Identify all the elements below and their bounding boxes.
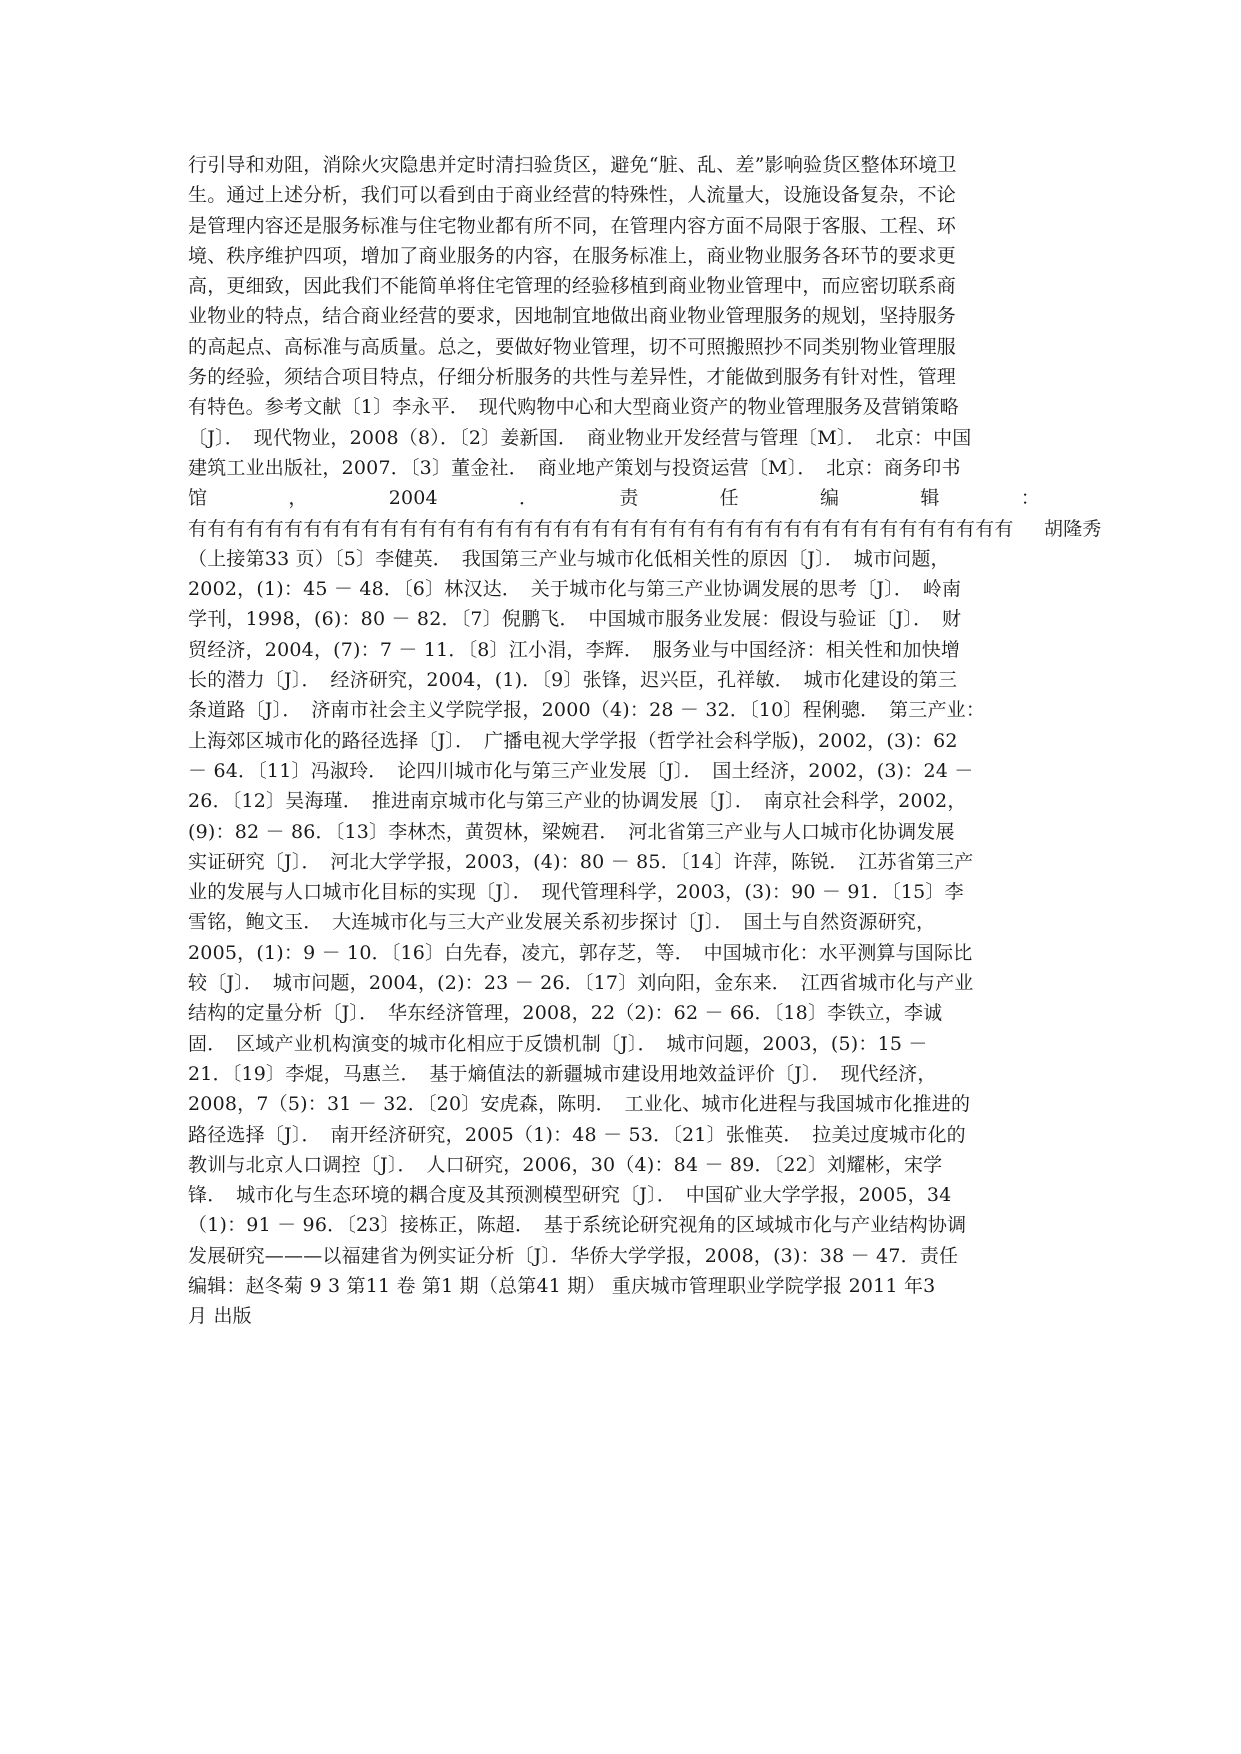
text-line: 长的潜力〔J〕． 经济研究，2004，(1)．〔9〕张锋，迟兴臣，孔祥敏． 城市化建设的第三: [188, 669, 958, 692]
text-line: (9)：82 － 86．〔13〕李林杰，黄贺林，梁婉君． 河北省第三产业与人口城市化协调发展: [188, 820, 955, 843]
body-text: [188, 150, 1102, 1332]
justified-token: 责: [619, 487, 639, 510]
text-line: 条道路〔J〕． 济南市社会主义学院学报，2000（4)：28 － 32．〔10〕程俐骢． 第三产业：: [188, 699, 986, 722]
text-line: 生。通过上述分析，我们可以看到由于商业经营的特殊性，人流量大，设施设备复杂，不论: [188, 184, 957, 207]
text-line: 有特色。参考文献〔1〕李永平． 现代购物中心和大型商业资产的物业管理服务及营销策略: [188, 396, 959, 419]
text-line: 的高起点、高标准与高质量。总之，要做好物业管理，切不可照搬照抄不同类别物业管理服: [188, 335, 957, 358]
justified-token: ．: [518, 487, 539, 510]
text-line: 务的经验，须结合项目特点，仔细分析服务的共性与差异性，才能做到服务有针对性，管理: [188, 366, 957, 389]
justified-token: ：: [1020, 487, 1040, 510]
text-line: 高，更细致，因此我们不能简单将住宅管理的经验移植到商业物业管理中，而应密切联系商: [188, 275, 957, 298]
editor-name: 胡隆秀: [1044, 517, 1102, 540]
text-line: 建筑工业出版社，2007．〔3〕董金社． 商业地产策划与投资运营〔M〕． 北京：商务印书: [188, 456, 961, 479]
text-line: 固． 区域产业机构演变的城市化相应于反馈机制〔J〕． 城市问题，2003，(5)：15 －: [188, 1032, 928, 1055]
text-line: 发展研究———以福建省为例实证分析〔J〕．华侨大学学报，2008，(3)：38 － 47．责任: [188, 1244, 959, 1267]
text-line: － 64．〔11〕冯淑玲． 论四川城市化与第三产业发展〔J〕． 国土经济，2002，(3)：24 －: [188, 759, 974, 782]
justified-token: ，: [288, 487, 308, 510]
text-line: 业物业的特点，结合商业经营的要求，因地制宜地做出商业物业管理服务的规划，坚持服务: [188, 305, 957, 328]
text-line: 较〔J〕． 城市问题，2004，(2)：23 － 26．〔17〕刘向阳，金东来． 江西省城市化与产业: [188, 972, 974, 995]
editor-line: [188, 483, 1040, 513]
text-line: 月 出版: [188, 1305, 252, 1328]
text-line: 锋． 城市化与生态环境的耦合度及其预测模型研究〔J〕． 中国矿业大学学报，2005，34: [188, 1184, 952, 1207]
text-line: 26．〔12〕吴海瑾． 推进南京城市化与第三产业的协调发展〔J〕． 南京社会科学，2002，: [188, 790, 967, 813]
text-line: 贸经济，2004，(7)：7 － 11．〔8〕江小涓，李辉． 服务业与中国经济：相关性和加快增: [188, 638, 961, 661]
text-line: 境、秩序维护四项，增加了商业服务的内容，在服务标准上，商业物业服务各环节的要求更: [188, 244, 957, 267]
text-line: 实证研究〔J〕． 河北大学学报，2003，(4)：80 － 85．〔14〕许萍，陈锐． 江苏省第三产: [188, 850, 974, 873]
text-line: 〔J〕． 现代物业，2008（8）．〔2〕姜新国． 商业物业开发经营与管理〔M〕． 北京：中国: [188, 426, 972, 449]
justified-token: 任: [719, 487, 739, 510]
text-line: （上接第33 页）〔5〕李健英． 我国第三产业与城市化低相关性的原因〔J〕． 城市问题，: [188, 547, 950, 570]
text-line: 业的发展与人口城市化目标的实现〔J〕． 现代管理科学，2003，(3)：90 － 91．〔15〕李: [188, 881, 964, 904]
overflow-text: 有有有有有有有有有有有有有有有有有有有有有有有有有有有有有有有有有有有有有有有有有有有: [188, 517, 1014, 540]
text-line: 21．〔19〕李焜，马惠兰． 基于熵值法的新疆城市建设用地效益评价〔J〕． 现代经济，: [188, 1062, 937, 1085]
text-line: 路径选择〔J〕． 南开经济研究，2005（1)：48 － 53．〔21〕张惟英． 拉美过度城市化的: [188, 1123, 966, 1146]
overflow-line: [188, 514, 1228, 544]
text-line: 教训与北京人口调控〔J〕． 人口研究，2006，30（4)：84 － 89．〔22〕刘耀彬，宋学: [188, 1153, 943, 1176]
text-line: 上海郊区城市化的路径选择〔J〕． 广播电视大学学报（哲学社会科学版)，2002，(3)：62: [188, 729, 958, 752]
text-line: 行引导和劝阻，消除火灾隐患并定时清扫验货区，避免“脏、乱、差”影响验货区整体环境卫: [188, 154, 957, 176]
justified-token: 辑: [920, 487, 940, 510]
justified-token: 馆: [188, 487, 208, 510]
justified-token: 2004: [388, 487, 438, 510]
text-line: 雪铭，鲍文玉． 大连城市化与三大产业发展关系初步探讨〔J〕． 国土与自然资源研究，: [188, 911, 936, 934]
text-line: 2008，7（5)：31 － 32．〔20〕安虎森，陈明． 工业化、城市化进程与我国城市化推进的: [188, 1093, 971, 1116]
text-line: 2005，(1)：9 － 10．〔16〕白先春，凌亢，郭存芝，等． 中国城市化：水平测算与国际比: [188, 941, 973, 964]
text-line: 结构的定量分析〔J〕． 华东经济管理，2008，22（2)：62 － 66．〔18〕李铁立，李诚: [188, 1002, 943, 1025]
text-line: （1)：91 － 96．〔23〕接栋正，陈超． 基于系统论研究视角的区域城市化与产业结构协调: [188, 1214, 967, 1237]
text-line: 学刊，1998，(6)：80 － 82．〔7〕倪鹏飞． 中国城市服务业发展：假设与验证〔J〕． 财: [188, 608, 962, 631]
text-line: 编辑：赵冬菊 9 3 第11 卷 第1 期（总第41 期） 重庆城市管理职业学院学报 2011 年3: [188, 1274, 936, 1297]
text-line: 2002，(1)：45 － 48．〔6〕林汉达． 关于城市化与第三产业协调发展的思考〔J〕． 岭南: [188, 578, 962, 601]
text-line: 是管理内容还是服务标准与住宅物业都有所不同，在管理内容方面不局限于客服、工程、环: [188, 214, 957, 237]
justified-token: 编: [820, 487, 840, 510]
